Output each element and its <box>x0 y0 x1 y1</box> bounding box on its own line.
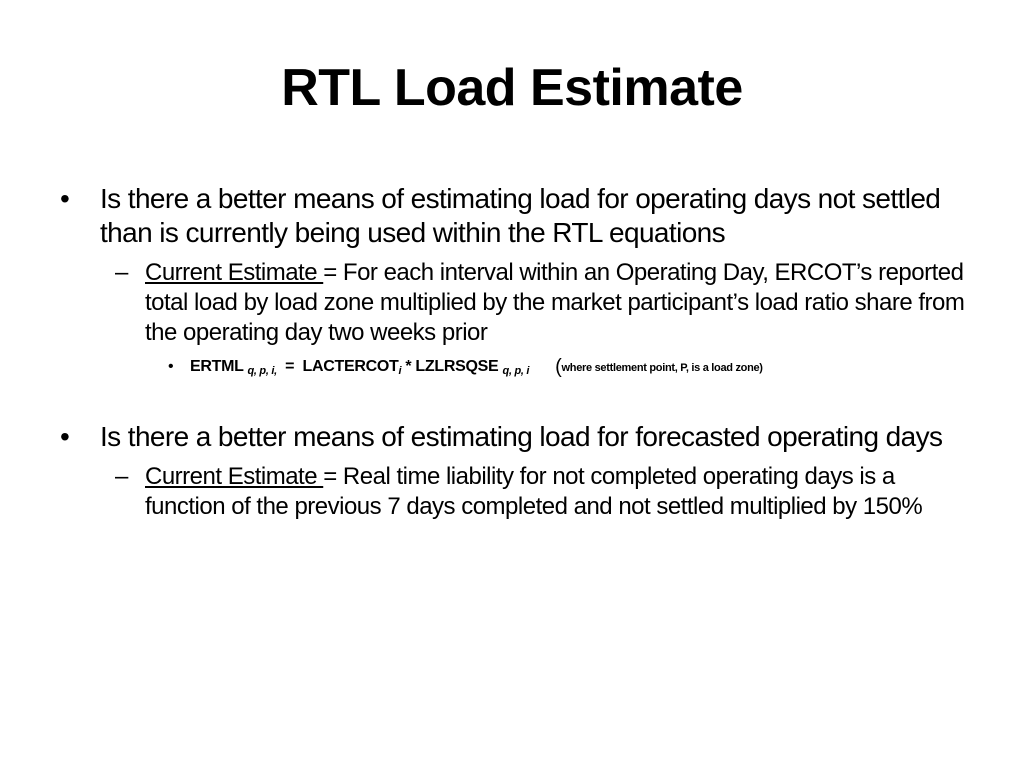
current-estimate-label: Current Estimate <box>145 259 324 286</box>
formula-bullet <box>168 356 970 382</box>
slide-body <box>60 182 970 522</box>
bullet-forecasted-days <box>60 420 970 454</box>
formula-lactercot: = LACTERCOT <box>276 358 399 375</box>
dash-marker: – <box>115 259 128 286</box>
formula-lzlrsqse: * LZLRSQSE <box>401 358 503 375</box>
bullet-operating-days <box>60 182 970 250</box>
slide-title: RTL Load Estimate <box>281 59 743 117</box>
sub-bullet-current-estimate-1 <box>115 258 970 348</box>
bullet-text: Is there a better means of estimating load for forecasted operating days <box>100 421 943 452</box>
spacer <box>60 382 970 420</box>
formula-ertml-subscript: q, p, i, <box>247 365 277 377</box>
formula-lzlrsqse-subscript: q, p, i <box>502 365 530 377</box>
formula-note-paren: ( <box>555 356 562 378</box>
current-estimate-text: = Real time liability for not completed operating days is a function of the previous 7 days completed and not settled multiplied by 150% <box>145 463 923 520</box>
bullet-marker: • <box>60 183 70 214</box>
bullet-text: Is there a better means of estimating load for operating days not settled than is currently being used within the RTL equations <box>100 183 941 248</box>
formula-lactercot-subscript: i <box>398 365 402 377</box>
bullet-marker: • <box>168 358 174 375</box>
bullet-marker: • <box>60 421 70 452</box>
current-estimate-label: Current Estimate <box>145 463 324 490</box>
formula-ertml: ERTML <box>190 358 248 375</box>
dash-marker: – <box>115 463 128 490</box>
formula-note: where settlement point, P, is a load zone) <box>561 362 763 374</box>
current-estimate-text: = For each interval within an Operating Day, ERCOT’s reported total load by load zone multiplied by the market participant’s load ratio share from the operating day two weeks prior <box>145 259 965 346</box>
sub-bullet-current-estimate-2 <box>115 462 970 522</box>
